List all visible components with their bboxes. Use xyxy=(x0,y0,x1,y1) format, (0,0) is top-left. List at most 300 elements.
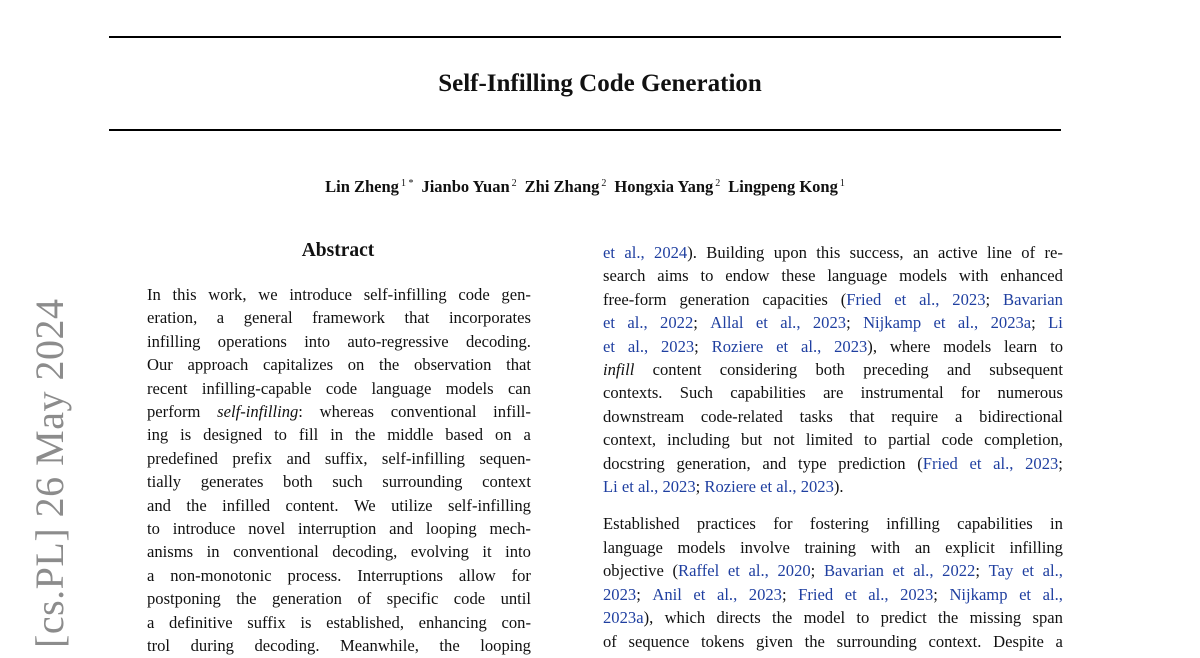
text-line xyxy=(603,536,1063,559)
word: conventional xyxy=(233,542,319,562)
word-group xyxy=(325,447,368,470)
word-group xyxy=(657,264,688,287)
word: to xyxy=(864,430,877,450)
citation-link[interactable]: et xyxy=(621,477,634,497)
citation-link[interactable]: et xyxy=(892,561,905,581)
word: ( xyxy=(672,561,679,581)
word-group xyxy=(480,634,531,657)
word-group xyxy=(411,540,469,563)
word: language xyxy=(371,378,432,398)
text-line xyxy=(147,283,531,306)
word-group xyxy=(942,559,980,582)
word: this xyxy=(172,285,197,304)
word: with xyxy=(870,537,901,557)
word-group xyxy=(495,423,512,446)
word: and xyxy=(389,519,414,539)
word: docstring xyxy=(603,453,665,473)
author-name-text: Lin Zheng xyxy=(325,177,399,196)
word-group xyxy=(891,405,938,428)
word-group xyxy=(806,428,853,451)
citation-link[interactable]: Raffel xyxy=(678,561,720,581)
word: not xyxy=(773,430,795,450)
word: into xyxy=(505,542,531,562)
word-group xyxy=(1019,583,1031,606)
word: in xyxy=(1050,514,1063,534)
word: tially xyxy=(147,472,182,492)
word-group xyxy=(320,400,374,423)
citation-link[interactable]: 2022 xyxy=(660,313,694,333)
word-group xyxy=(959,264,989,287)
word: specific xyxy=(386,589,439,609)
citation-link[interactable]: et xyxy=(844,584,857,604)
word: given xyxy=(756,631,793,651)
word-group xyxy=(603,428,656,451)
text-line xyxy=(147,517,531,540)
word-group xyxy=(180,423,191,446)
word-group xyxy=(913,559,933,582)
word-group xyxy=(955,405,962,428)
word-group xyxy=(938,241,978,264)
word-group xyxy=(244,306,293,329)
word: We xyxy=(353,495,376,515)
word: utilize xyxy=(391,495,433,515)
citation-link[interactable]: 2023 xyxy=(603,584,637,604)
citation-link[interactable]: et xyxy=(894,289,907,309)
word: but xyxy=(741,430,763,450)
citation-link[interactable]: al., xyxy=(1042,584,1063,604)
word-group xyxy=(147,564,154,587)
citation-link[interactable]: 2022 xyxy=(942,561,976,581)
word-group xyxy=(627,311,647,334)
citation-link[interactable]: 2023 xyxy=(900,584,934,604)
word-group xyxy=(603,559,664,582)
word: is xyxy=(180,425,192,445)
word: ; xyxy=(810,561,816,581)
citation-link[interactable]: Fried xyxy=(798,584,834,604)
word-group xyxy=(202,377,312,400)
word-group xyxy=(186,494,206,517)
word: the xyxy=(236,589,257,609)
word-group xyxy=(466,330,531,353)
citation-link[interactable]: al., xyxy=(638,477,659,497)
word-group xyxy=(1003,288,1063,311)
text-line xyxy=(147,634,531,657)
word-group xyxy=(201,470,264,493)
word: that xyxy=(404,308,430,328)
word: capabilities xyxy=(730,383,806,403)
word-group xyxy=(989,559,1014,582)
citation-link[interactable]: Bavarian xyxy=(823,561,884,581)
word-group xyxy=(232,447,272,470)
citation-link[interactable]: et xyxy=(603,336,615,356)
word-group xyxy=(701,630,744,653)
citation-link[interactable]: Roziere xyxy=(711,336,764,356)
citation-link[interactable]: et xyxy=(776,336,789,356)
word-group xyxy=(679,288,749,311)
word: code-related xyxy=(700,406,783,426)
word-group xyxy=(653,358,702,381)
word: line xyxy=(987,243,1012,262)
word-group xyxy=(850,241,904,264)
word: decoding, xyxy=(332,542,398,562)
word-group xyxy=(286,447,310,470)
word: objective xyxy=(603,561,664,581)
word-group xyxy=(1050,512,1063,535)
citation-link[interactable]: Anil xyxy=(652,584,682,604)
word-group xyxy=(749,559,769,582)
word-group xyxy=(673,559,720,582)
word-group xyxy=(147,587,221,610)
word-group xyxy=(191,634,234,657)
word: learn xyxy=(1004,336,1038,356)
text-line xyxy=(147,470,531,493)
author-name-text: Hongxia Yang xyxy=(614,177,714,196)
citation-link[interactable]: al., xyxy=(748,561,769,581)
word: context xyxy=(482,472,531,492)
word-group xyxy=(710,311,743,334)
word-group xyxy=(756,311,768,334)
word: sequence xyxy=(628,631,690,651)
word-group xyxy=(838,452,905,475)
citation-link[interactable]: 2023 xyxy=(1025,453,1059,473)
citation-link[interactable]: et xyxy=(755,313,768,333)
word: preceding xyxy=(863,360,929,380)
word-group xyxy=(1000,264,1063,287)
word-group xyxy=(823,381,843,404)
word-group xyxy=(1025,452,1063,475)
paper-title: Self-Infilling Code Generation xyxy=(438,70,762,97)
bottom-rule xyxy=(109,129,1061,131)
citation-link[interactable]: Li xyxy=(1048,313,1063,333)
word: for xyxy=(773,514,793,534)
citation-link[interactable]: al., xyxy=(957,313,979,333)
word-group xyxy=(147,540,193,563)
citation-link[interactable]: Roziere xyxy=(704,477,756,497)
citation-link[interactable]: al., xyxy=(780,313,801,333)
word-group xyxy=(414,353,491,376)
word: it xyxy=(482,542,492,562)
word: Building xyxy=(706,243,765,262)
word-group xyxy=(493,400,531,423)
word: endow xyxy=(725,266,770,286)
citation-link[interactable]: et xyxy=(969,453,982,473)
word: gen- xyxy=(501,285,531,304)
citation-link[interactable]: Bavarian xyxy=(1003,289,1063,309)
word-group xyxy=(720,358,797,381)
text-line xyxy=(603,452,1063,475)
word-group xyxy=(217,400,303,423)
word: incorporates xyxy=(448,308,531,328)
word-group xyxy=(654,241,697,264)
word-group xyxy=(458,283,489,306)
emphasis-text: self-infilling xyxy=(217,402,299,422)
text-line xyxy=(603,311,1063,334)
citation-link[interactable]: Nijkamp xyxy=(949,584,1008,604)
word-group xyxy=(274,423,287,446)
word: type xyxy=(797,453,827,473)
citation-link[interactable]: 2023 xyxy=(952,289,986,309)
word-group xyxy=(712,335,764,358)
text-line xyxy=(603,559,1063,582)
word-group xyxy=(419,611,487,634)
word-group xyxy=(773,512,792,535)
word-group xyxy=(704,475,756,498)
citation-link[interactable]: 2023 xyxy=(748,584,782,604)
word: infilling xyxy=(1009,537,1063,557)
author-name xyxy=(728,177,845,196)
word-group xyxy=(217,306,224,329)
word-group xyxy=(426,517,477,540)
word: to xyxy=(856,608,870,628)
word: decoding. xyxy=(254,636,320,656)
word-group xyxy=(147,306,197,329)
word: active xyxy=(938,243,978,262)
citation-link[interactable]: et xyxy=(603,313,615,333)
word: numerous xyxy=(997,383,1063,403)
citation-link[interactable]: 2023 xyxy=(834,336,868,356)
word-group xyxy=(1044,241,1062,264)
word: a xyxy=(954,406,963,426)
word-group xyxy=(387,423,433,446)
word-group xyxy=(893,559,905,582)
word: the xyxy=(186,495,207,515)
word-group xyxy=(523,423,530,446)
word: and xyxy=(286,448,311,468)
word-group xyxy=(304,330,330,353)
word-group xyxy=(357,564,443,587)
arxiv-side-stamp: [cs.PL] 26 May 2024 xyxy=(27,298,72,648)
citation-link[interactable]: 2020 xyxy=(777,561,811,581)
citation-link[interactable]: 2024 xyxy=(654,243,688,262)
word-group xyxy=(888,428,930,451)
word-group xyxy=(997,381,1062,404)
citation-link[interactable]: et xyxy=(603,243,615,262)
word: whereas xyxy=(319,402,374,422)
abstract-heading: Abstract xyxy=(301,240,375,261)
word-group xyxy=(863,311,921,334)
text-line xyxy=(603,405,1063,428)
word-group xyxy=(815,358,845,381)
word-group xyxy=(603,311,615,334)
text-line xyxy=(603,630,1063,653)
word: generation, xyxy=(676,453,751,473)
word-group xyxy=(404,306,429,329)
word: instrumental xyxy=(860,383,944,403)
citation-link[interactable]: al., xyxy=(776,477,797,497)
word-group xyxy=(1056,630,1063,653)
text-line xyxy=(147,447,531,470)
word: of xyxy=(357,589,372,609)
citation-link[interactable]: 2023 xyxy=(662,477,696,497)
citation-link[interactable]: al., xyxy=(716,584,738,604)
word-group xyxy=(300,611,311,634)
word: success, xyxy=(849,243,904,262)
word: ; xyxy=(975,561,980,581)
text-line xyxy=(147,587,531,610)
word-group xyxy=(603,264,645,287)
word: and xyxy=(946,360,971,380)
word-group xyxy=(147,353,173,376)
word: ; xyxy=(1031,313,1036,333)
citation-link[interactable]: et xyxy=(1019,584,1032,604)
citation-link[interactable]: al., xyxy=(624,243,645,262)
word: contexts. xyxy=(603,383,663,403)
word-group xyxy=(147,634,170,657)
word-group xyxy=(222,494,270,517)
word: require xyxy=(891,406,939,426)
word: ; xyxy=(985,289,991,309)
word-group xyxy=(603,536,663,559)
citation-link[interactable]: al., xyxy=(868,584,889,604)
word: including xyxy=(667,430,730,450)
word-group xyxy=(957,512,1033,535)
word-group xyxy=(798,452,827,475)
word-group xyxy=(730,381,806,404)
citation-link[interactable]: Allal xyxy=(710,313,744,333)
word-group xyxy=(660,311,698,334)
citation-link[interactable]: 2023 xyxy=(800,477,834,497)
word: models xyxy=(899,266,948,286)
word-group xyxy=(379,353,399,376)
word-group xyxy=(961,381,980,404)
word: Meanwhile, xyxy=(340,636,419,656)
citation-link[interactable]: 2023a xyxy=(603,608,644,628)
citation-link[interactable]: et xyxy=(760,477,773,497)
word-group xyxy=(603,630,617,653)
text-line xyxy=(603,288,1063,311)
word-group xyxy=(915,536,931,559)
word: models xyxy=(677,537,726,557)
word: content. xyxy=(285,495,339,515)
word: generation xyxy=(271,589,342,609)
citation-link[interactable]: al., xyxy=(800,336,822,356)
word: the xyxy=(355,425,376,445)
word-group xyxy=(701,405,783,428)
word: ; xyxy=(933,584,938,604)
word: these xyxy=(781,266,816,286)
word: a xyxy=(216,308,225,328)
word: to xyxy=(700,266,714,286)
word-group xyxy=(289,283,352,306)
word-group xyxy=(804,606,845,629)
word-group xyxy=(834,335,877,358)
citation-link[interactable]: 2023a xyxy=(990,313,1032,333)
word-group xyxy=(762,288,827,311)
citation-link[interactable]: al., xyxy=(627,336,649,356)
word-group xyxy=(662,475,700,498)
citation-link[interactable]: 2023 xyxy=(660,336,695,356)
word: ( xyxy=(840,289,847,309)
word: con- xyxy=(501,612,531,632)
word-group xyxy=(147,517,160,540)
word-group xyxy=(845,583,857,606)
word-group xyxy=(348,353,365,376)
word: ), xyxy=(867,336,877,356)
word: in xyxy=(330,425,344,445)
author-affiliation-mark: 2 xyxy=(511,178,517,189)
word: process. xyxy=(287,565,342,585)
word: general xyxy=(243,308,293,328)
word-group xyxy=(147,283,161,306)
text-line xyxy=(147,353,531,376)
word-group xyxy=(332,540,397,563)
word: this xyxy=(816,243,841,262)
word-group xyxy=(147,470,181,493)
word-group xyxy=(890,335,931,358)
word-group xyxy=(716,606,760,629)
word: mech- xyxy=(489,519,531,539)
word: free-form xyxy=(603,289,667,309)
word-group xyxy=(934,311,946,334)
word-group xyxy=(919,288,939,311)
word-group xyxy=(454,587,485,610)
word: Our xyxy=(147,355,173,375)
citation-link[interactable]: Tay xyxy=(988,561,1014,581)
text-line xyxy=(603,583,1063,606)
word: the xyxy=(379,355,400,375)
word-group xyxy=(928,630,981,653)
text-line xyxy=(603,264,1063,287)
citation-link[interactable]: Fried xyxy=(922,453,958,473)
citation-link[interactable]: al., xyxy=(993,453,1014,473)
citation-link[interactable]: al., xyxy=(627,313,648,333)
word-group xyxy=(283,470,313,493)
word-group xyxy=(147,494,171,517)
word-group xyxy=(856,606,869,629)
word-group xyxy=(603,405,684,428)
word: to xyxy=(147,519,160,539)
text-line xyxy=(147,611,531,634)
citation-link[interactable]: Nijkamp xyxy=(863,313,922,333)
word-group xyxy=(827,264,887,287)
word-group xyxy=(603,358,634,381)
text-line xyxy=(603,428,1063,451)
word-group xyxy=(286,494,339,517)
word-group xyxy=(945,536,995,559)
word-group xyxy=(667,428,730,451)
word-group xyxy=(382,470,462,493)
word-group xyxy=(638,475,658,498)
citation-link[interactable]: et xyxy=(933,313,946,333)
citation-link[interactable]: et xyxy=(727,561,740,581)
word: a xyxy=(147,612,155,632)
text-line xyxy=(603,475,1063,498)
word-group xyxy=(147,377,188,400)
author-affiliation-mark: 1 xyxy=(839,178,845,189)
citation-link[interactable]: Fried xyxy=(846,289,882,309)
word-group xyxy=(512,564,531,587)
word-group xyxy=(340,634,419,657)
word: into xyxy=(304,331,331,351)
word-group xyxy=(391,400,477,423)
citation-link[interactable]: 2023 xyxy=(812,313,847,333)
word: based xyxy=(445,425,484,445)
word-group xyxy=(326,611,404,634)
citation-link[interactable]: et xyxy=(1021,561,1034,581)
citation-link[interactable]: Li xyxy=(603,477,618,497)
word: bidirectional xyxy=(979,406,1063,426)
word-group xyxy=(188,353,249,376)
word: ; xyxy=(636,584,641,604)
citation-link[interactable]: al., xyxy=(919,289,940,309)
word: eration, xyxy=(147,308,198,328)
word: predefined xyxy=(147,448,218,468)
text-line xyxy=(603,606,1063,629)
citation-link[interactable]: al., xyxy=(913,561,934,581)
citation-link[interactable]: al., xyxy=(1042,561,1063,581)
word-group xyxy=(693,583,705,606)
citation-link[interactable]: et xyxy=(693,584,706,604)
